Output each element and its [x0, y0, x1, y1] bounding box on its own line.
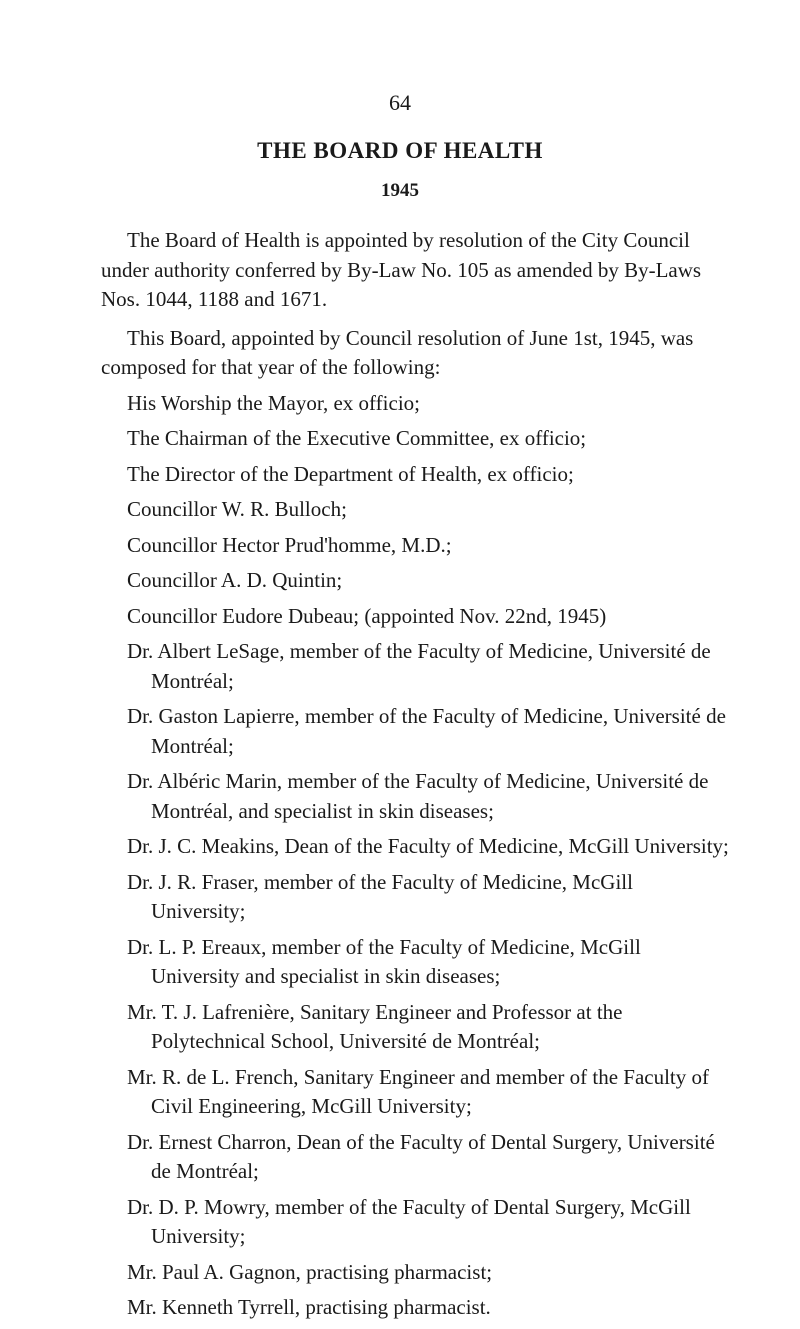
member-item: His Worship the Mayor, ex officio;	[127, 390, 420, 415]
page-number: 64	[389, 90, 411, 115]
member-item: The Director of the Department of Health, ex officio;	[127, 461, 574, 486]
member-item: Mr. Kenneth Tyrrell, practising pharmacist.	[127, 1295, 491, 1319]
page-year: 1945	[381, 180, 419, 201]
member-item: Mr. R. de L. French, Sanitary Engineer and member of the Faculty of Civil Engineering, McGill University;	[127, 1064, 710, 1118]
intro-paragraph: The Board of Health is appointed by resolution of the City Council under authority conferred by By-Law No. 105 as amended by By-Laws Nos. 1044, 1188 and 1671.	[101, 228, 702, 311]
member-item: Mr. T. J. Lafrenière, Sanitary Engineer and Professor at the Polytechnical School, Université de Montréal;	[127, 999, 623, 1053]
member-list	[101, 389, 730, 1323]
member-item: Dr. Albéric Marin, member of the Faculty of Medicine, Université de Montréal, and specialist in skin diseases;	[127, 769, 709, 823]
page-title: THE BOARD OF HEALTH	[257, 138, 543, 163]
member-item: Dr. Ernest Charron, Dean of the Faculty of Dental Surgery, Université de Montréal;	[127, 1129, 715, 1183]
member-item: Dr. L. P. Ereaux, member of the Faculty of Medicine, McGill University and specialist in skin diseases;	[127, 934, 641, 988]
member-item: The Chairman of the Executive Committee, ex officio;	[127, 426, 587, 450]
member-item: Dr. Gaston Lapierre, member of the Faculty of Medicine, Université de Montréal;	[127, 704, 726, 758]
member-item: Mr. Paul A. Gagnon, practising pharmacist;	[127, 1259, 493, 1284]
member-item: Dr. J. R. Fraser, member of the Faculty of Medicine, McGill University;	[127, 869, 633, 923]
member-item: Dr. J. C. Meakins, Dean of the Faculty of Medicine, McGill University;	[127, 834, 729, 858]
document-body	[101, 226, 730, 1329]
member-item: Dr. Albert LeSage, member of the Faculty of Medicine, Université de Montréal;	[127, 639, 711, 693]
member-item: Councillor A. D. Quintin;	[127, 568, 343, 592]
composition-paragraph: This Board, appointed by Council resolution of June 1st, 1945, was composed for that year of the following:	[101, 325, 694, 379]
member-item: Councillor Hector Prud'homme, M.D.;	[127, 532, 452, 557]
member-item: Councillor W. R. Bulloch;	[127, 497, 347, 521]
member-item: Dr. D. P. Mowry, member of the Faculty of Dental Surgery, McGill University;	[127, 1194, 691, 1248]
member-item: Councillor Eudore Dubeau; (appointed Nov. 22nd, 1945)	[127, 603, 607, 628]
